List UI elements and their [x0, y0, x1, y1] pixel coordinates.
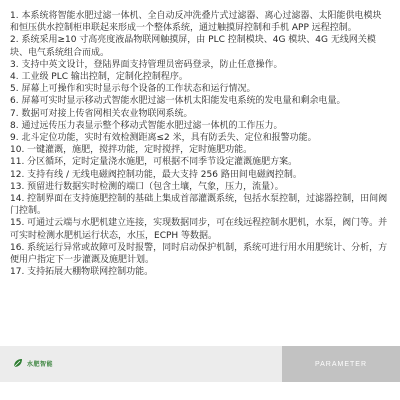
feature-item-11: 11. 分区循环，定时定量浇水施肥，可根据不同季节设定灌溉施肥方案。: [10, 157, 298, 168]
feature-item-3: 3. 支持中英文设计，登陆界面支持管理员密码登录，防止任意操作。: [10, 59, 283, 70]
feature-item-1: 1. 本系统将智能水肥过滤一体机、全自动反冲洗叠片式过滤器、离心过滤器、太阳能供电模块和恒压供水控制柜串联起来形成一个整体系统，通过触摸屏控制和手机 APP 远程控制。: [10, 11, 382, 34]
footer-right-panel: [282, 346, 400, 382]
feature-item-8: 8. 通过远传压力表显示整个移动式智能水肥过滤一体机的工作压力。: [10, 120, 283, 131]
feature-item-12: 12. 支持有线 / 无线电磁阀控制功能，最大支持 256 路田间电磁阀控制。: [10, 169, 302, 180]
feature-item-16: 16. 系统运行异常或故障可及时报警，同时启动保护机制，系统可进行用水用肥统计、分析，方便用户指定下一步灌溉及施肥计划。: [10, 242, 388, 266]
feature-item-9: 9. 北斗定位功能，实时有效检测距离≤2 米，具有防丢失、定位和报警功能。: [10, 133, 317, 144]
footer-bar: [0, 346, 400, 382]
feature-item-5: 5. 屏幕上可操作和实时显示每个设备的工作状态和运行情况。: [10, 84, 256, 95]
feature-item-17: 17. 支持拓展大棚物联网控制功能。: [10, 267, 154, 278]
feature-item-6: 6. 屏幕可实时显示移动式智能水肥过滤一体机太阳能发电系统的发电量和剩余电量。: [10, 96, 346, 107]
feature-item-7: 7. 数据可对接上传省网相关农业物联网系统。: [10, 108, 193, 119]
brand-logo: [12, 357, 53, 369]
leaf-logo-icon: [12, 357, 24, 369]
logo-text: 水肥智能: [27, 360, 54, 368]
feature-item-2: 2. 系统采用≥10 寸高亮度液晶物联网触摸屏，由 PLC 控制模块、4G 模块、4G 无线网关模块、电气系统组合而成。: [10, 35, 376, 58]
feature-item-14: 14. 控制界面在支持施肥控制的基础上集成首部灌溉系统，包括水泵控制，过滤器控制，田间阀门控制。: [10, 194, 388, 217]
feature-item-13: 13. 预留进行数据实时检测的端口（包含土壤，气象，压力，流量）。: [10, 181, 284, 192]
feature-item-15: 15. 可通过云端与水肥机建立连接，实现数据同步，可在线远程控制水肥机，水泵，阀门等。并可实时检测水肥机运行状态，水压，ECPH 等数据。: [10, 218, 388, 241]
feature-list: [10, 10, 390, 342]
feature-item-4: 4. 工业级 PLC 输出控制，定制化控制程序。: [10, 72, 188, 83]
feature-item-10: 10. 一键灌溉，施肥，搅拌功能，定时搅拌，定时施肥功能。: [10, 145, 253, 156]
parameter-label: PARAMETER: [314, 360, 368, 368]
footer-left-panel: [0, 346, 282, 382]
